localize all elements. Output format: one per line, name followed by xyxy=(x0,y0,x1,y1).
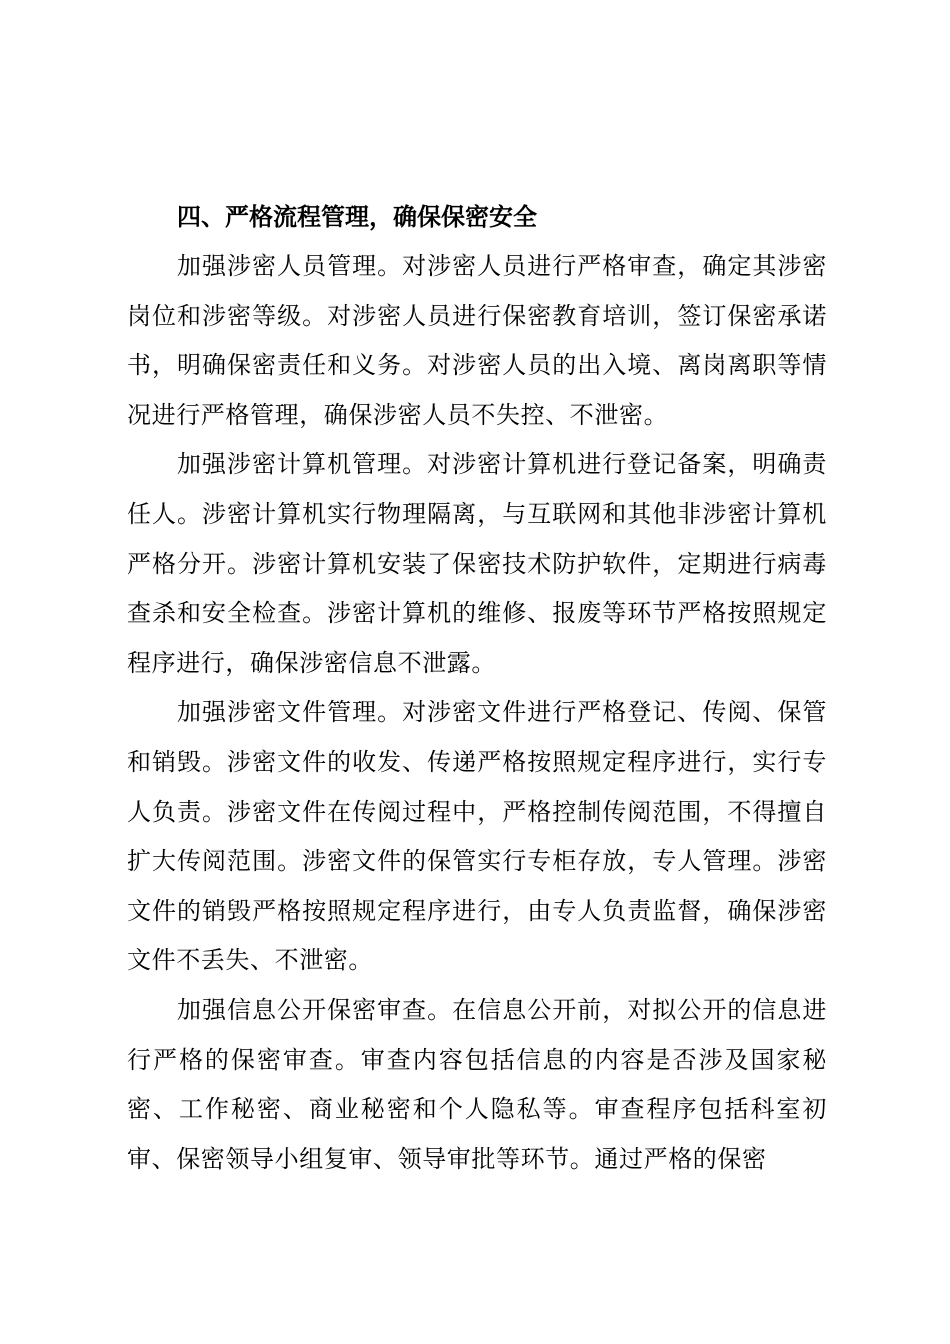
document-page xyxy=(127,192,827,1184)
paragraph-document-management: 加强涉密文件管理。对涉密文件进行严格登记、传阅、保管和销毁。涉密文件的收发、传递严格按照规定程序进行，实行专人负责。涉密文件在传阅过程中，严格控制传阅范围，不得擅自扩大传阅范围。涉密文件的保管实行专柜存放，专人管理。涉密文件的销毁严格按照规定程序进行，由专人负责监督，确保涉密文件不丢失、不泄密。 xyxy=(127,698,827,975)
section-heading: 四、严格流程管理，确保保密安全 xyxy=(177,203,537,231)
paragraph-personnel-management: 加强涉密人员管理。对涉密人员进行严格审查，确定其涉密岗位和涉密等级。对涉密人员进行保密教育培训，签订保密承诺书，明确保密责任和义务。对涉密人员的出入境、离岗离职等情况进行严格管理，确保涉密人员不失控、不泄密。 xyxy=(127,252,827,429)
paragraph-information-disclosure-review: 加强信息公开保密审查。在信息公开前，对拟公开的信息进行严格的保密审查。审查内容包括信息的内容是否涉及国家秘密、工作秘密、商业秘密和个人隐私等。审查程序包括科室初审、保密领导小组复审、领导审批等环节。通过严格的保密 xyxy=(127,995,827,1173)
paragraph-computer-management: 加强涉密计算机管理。对涉密计算机进行登记备案，明确责任人。涉密计算机实行物理隔离，与互联网和其他非涉密计算机严格分开。涉密计算机安装了保密技术防护软件，定期进行病毒查杀和安全检查。涉密计算机的维修、报废等环节严格按照规定程序进行，确保涉密信息不泄露。 xyxy=(127,450,827,677)
